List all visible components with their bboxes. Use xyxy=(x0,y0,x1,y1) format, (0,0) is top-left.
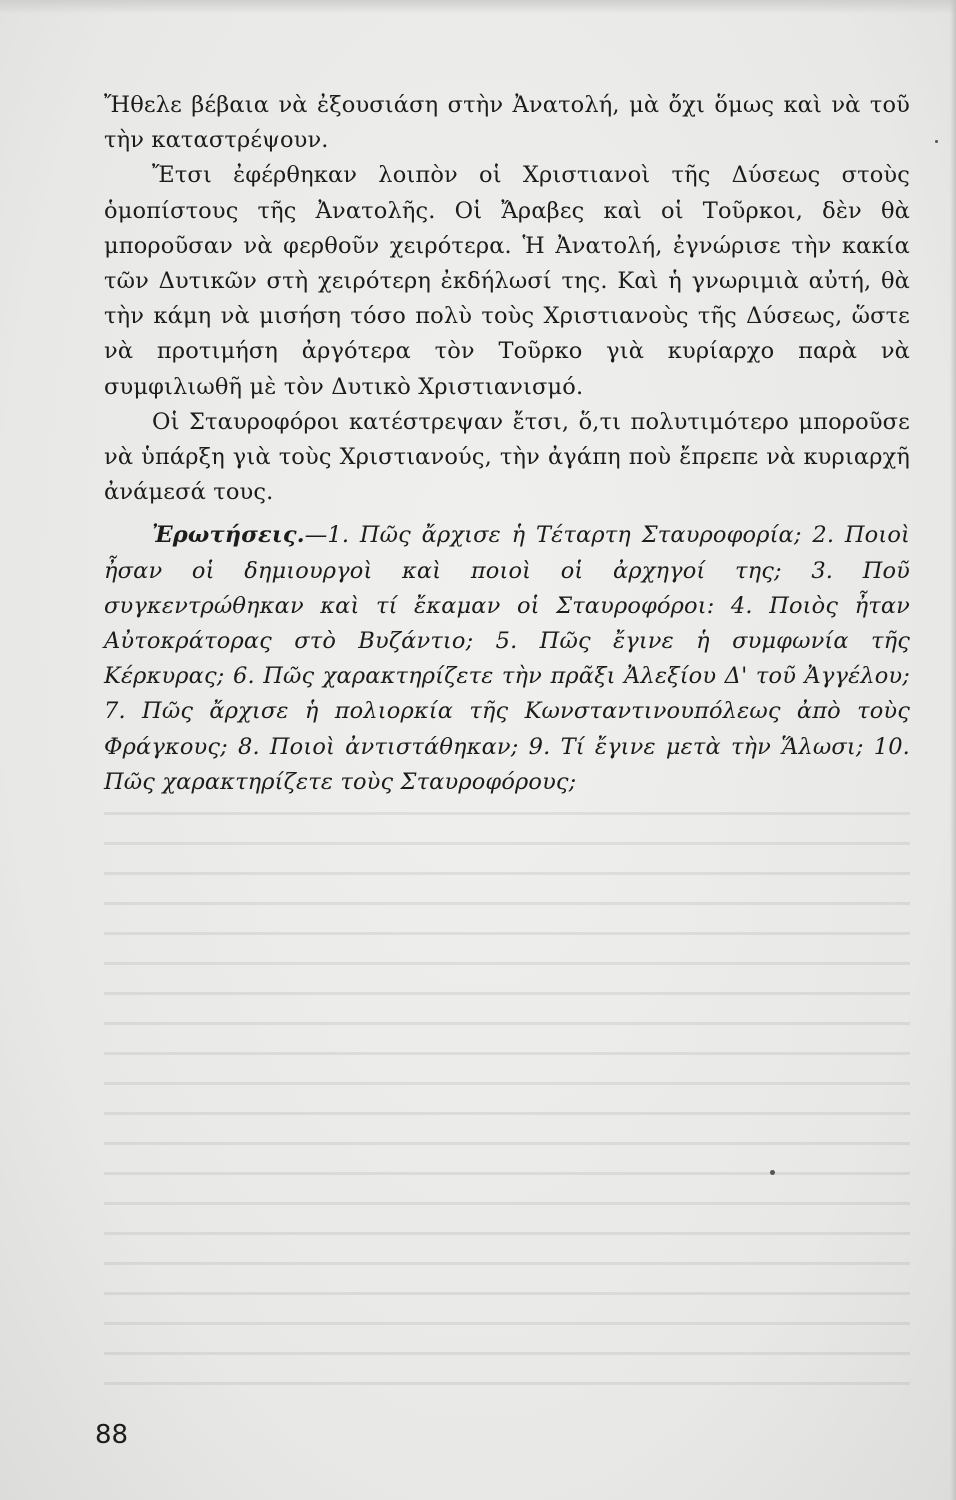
body-text xyxy=(104,88,910,800)
page-number: 88 xyxy=(95,1420,129,1450)
print-speck xyxy=(770,1170,775,1175)
paragraph-2: Ἔτσι ἐφέρθηκαν λοιπὸν οἱ Χριστιανοὶ τῆς Δύσεως στοὺς ὁμοπίστους τῆς Ἀνατολῆς. Οἱ Ἄραβες καὶ οἱ Τοῦρκοι, δὲν θὰ μποροῦσαν νὰ φερθοῦν χειρότερα. Ἡ Ἀνατολή, ἐγνώρισε τὴν κακία τῶν Δυτικῶν στὴ χειρότερη ἐκδήλωσί της. Καὶ ἡ γνωριμιὰ αὐτή, θὰ τὴν κάμη νὰ μισήση τόσο πολὺ τοὺς Χριστιανοὺς τῆς Δύσεως, ὥστε νὰ προτιμήση ἀργότερα τὸν Τοῦρκο γιὰ κυρίαρχο παρὰ νὰ συμφιλιωθῆ μὲ τὸν Δυτικὸ Χριστιανισμό. xyxy=(104,162,910,400)
questions-section xyxy=(104,518,910,800)
questions-heading: Ἐρωτήσεις. xyxy=(152,522,305,549)
questions-text: —1. Πῶς ἄρχισε ἡ Τέταρτη Σταυροφορία; 2. Ποιοὶ ἦσαν οἱ δημιουργοὶ καὶ ποιοὶ οἱ ἀρχηγοί της; 3. Ποῦ συγκεντρώθηκαν καὶ τί ἔκαμαν οἱ Σταυροφόροι: 4. Ποιὸς ἦταν Αὐτοκράτορας στὸ Βυζάντιο; 5. Πῶς ἔγινε ἡ συμφωνία τῆς Κέρκυρας; 6. Πῶς χαρακτηρίζετε τὴν πρᾶξι Ἀλεξίου Δ' τοῦ Ἀγγέλου; 7. Πῶς ἄρχισε ἡ πολιορκία τῆς Κωνσταντινουπόλεως ἀπὸ τοὺς Φράγκους; 8. Ποιοὶ ἀντιστάθηκαν; 9. Τί ἔγινε μετὰ τὴν Ἅλωσι; 10. Πῶς χαρακτηρίζετε τοὺς Σταυροφόρους; xyxy=(104,522,910,795)
page-top-shadow xyxy=(0,0,956,14)
show-through-text xyxy=(104,800,910,1400)
print-speck xyxy=(935,140,938,143)
paragraph-1: Ἤθελε βέβαια νὰ ἐξουσιάση στὴν Ἀνατολή, μὰ ὄχι ὅμως καὶ νὰ τοῦ τὴν καταστρέψουν. xyxy=(104,92,910,154)
paragraph-3: Οἱ Σταυροφόροι κατέστρεψαν ἔτσι, ὅ,τι πολυτιμότερο μποροῦσε νὰ ὑπάρξη γιὰ τοὺς Χριστιανούς, τὴν ἀγάπη ποὺ ἔπρεπε νὰ κυριαρχῆ ἀνάμεσά τους. xyxy=(104,408,910,506)
page-right-shadow xyxy=(950,0,956,1500)
